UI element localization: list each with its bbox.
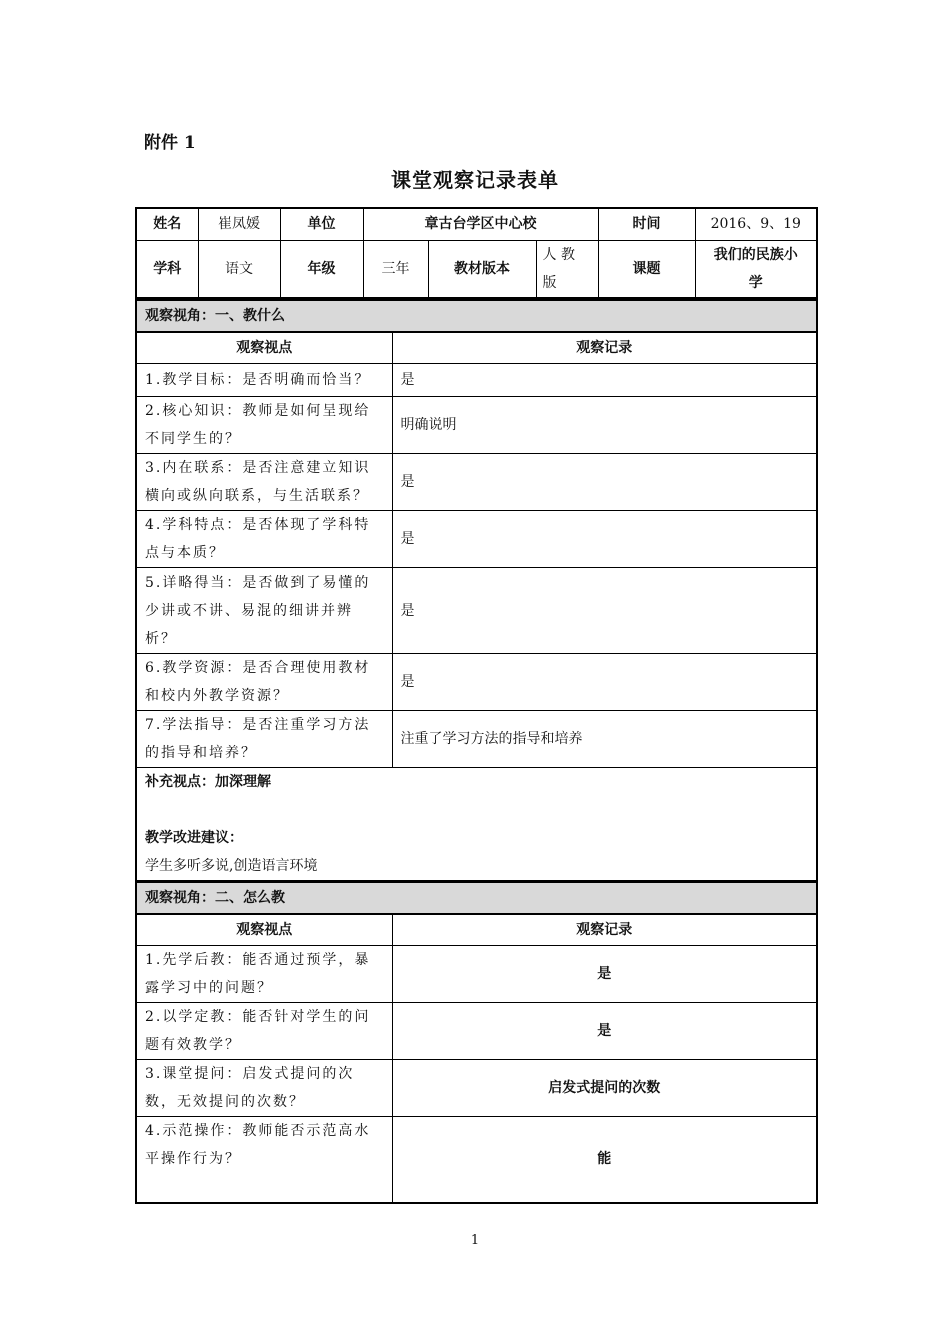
time-label: 时间 <box>598 208 695 240</box>
observation-point: 1.先学后教：能否通过预学，暴露学习中的问题？ <box>136 946 392 1003</box>
table-row <box>136 397 817 454</box>
edition-label: 教材版本 <box>428 240 536 298</box>
grade-label: 年级 <box>280 240 363 298</box>
info-table <box>135 207 818 299</box>
table-row <box>136 946 817 1003</box>
edition-value: 人 教 版 <box>536 240 598 298</box>
observation-record: 是 <box>392 511 817 568</box>
attachment-label: 附件 1 <box>144 133 196 153</box>
observation-record: 是 <box>392 946 817 1003</box>
section2-col-record: 观察记录 <box>392 914 817 946</box>
observation-record: 启发式提问的次数 <box>392 1060 817 1117</box>
page-number: 1 <box>470 1233 480 1248</box>
table-row <box>136 454 817 511</box>
subject-label: 学科 <box>136 240 198 298</box>
unit-value: 章古台学区中心校 <box>363 208 598 240</box>
suggestion-text: 学生多听多说,创造语言环境 <box>145 858 318 874</box>
observation-record: 明确说明 <box>392 397 817 454</box>
observation-point: 2.以学定教：能否针对学生的问题有效教学？ <box>136 1003 392 1060</box>
topic-label: 课题 <box>598 240 695 298</box>
observation-record: 是 <box>392 454 817 511</box>
table-row <box>136 511 817 568</box>
observation-record: 能 <box>392 1117 817 1203</box>
name-label: 姓名 <box>136 208 198 240</box>
observation-record: 是 <box>392 654 817 711</box>
observation-point: 1.教学目标：是否明确而恰当？ <box>136 364 392 397</box>
section2-table <box>135 881 818 1204</box>
section1-heading: 观察视角：一、教什么 <box>136 300 817 332</box>
observation-record: 是 <box>392 568 817 654</box>
observation-point: 3.内在联系：是否注意建立知识横向或纵向联系，与生活联系？ <box>136 454 392 511</box>
observation-point: 3.课堂提问：启发式提问的次数，无效提问的次数？ <box>136 1060 392 1117</box>
section1-table <box>135 299 818 881</box>
suggestion-label: 教学改进建议： <box>145 830 243 846</box>
observation-point: 2.核心知识：教师是如何呈现给不同学生的？ <box>136 397 392 454</box>
table-row <box>136 1117 817 1203</box>
section1-col-record: 观察记录 <box>392 332 817 364</box>
table-row <box>136 1003 817 1060</box>
observation-point: 5.详略得当：是否做到了易懂的少讲或不讲、易混的细讲并辨析？ <box>136 568 392 654</box>
section2-heading: 观察视角：二、怎么教 <box>136 882 817 914</box>
observation-form <box>135 207 816 1204</box>
supplement-point: 补充视点：加深理解 <box>145 774 271 790</box>
grade-value: 三年 <box>363 240 428 298</box>
observation-point: 4.示范操作：教师能否示范高水平操作行为？ <box>136 1117 392 1203</box>
unit-label: 单位 <box>280 208 363 240</box>
observation-point: 4.学科特点：是否体现了学科特点与本质？ <box>136 511 392 568</box>
table-row <box>136 654 817 711</box>
observation-point: 6.教学资源：是否合理使用教材和校内外教学资源？ <box>136 654 392 711</box>
observation-point: 7.学法指导：是否注重学习方法的指导和培养？ <box>136 711 392 768</box>
section2-col-point: 观察视点 <box>136 914 392 946</box>
page-title: 课堂观察记录表单 <box>391 168 559 192</box>
table-row <box>136 711 817 768</box>
topic-value: 我们的民族小学 <box>695 240 817 298</box>
name-value: 崔凤媛 <box>198 208 280 240</box>
observation-record: 注重了学习方法的指导和培养 <box>392 711 817 768</box>
time-value: 2016、9、19 <box>695 208 817 240</box>
section1-col-point: 观察视点 <box>136 332 392 364</box>
observation-record: 是 <box>392 1003 817 1060</box>
table-row <box>136 568 817 654</box>
table-row <box>136 1060 817 1117</box>
observation-record: 是 <box>392 364 817 397</box>
table-row <box>136 364 817 397</box>
subject-value: 语文 <box>198 240 280 298</box>
supplement-cell <box>136 768 817 881</box>
